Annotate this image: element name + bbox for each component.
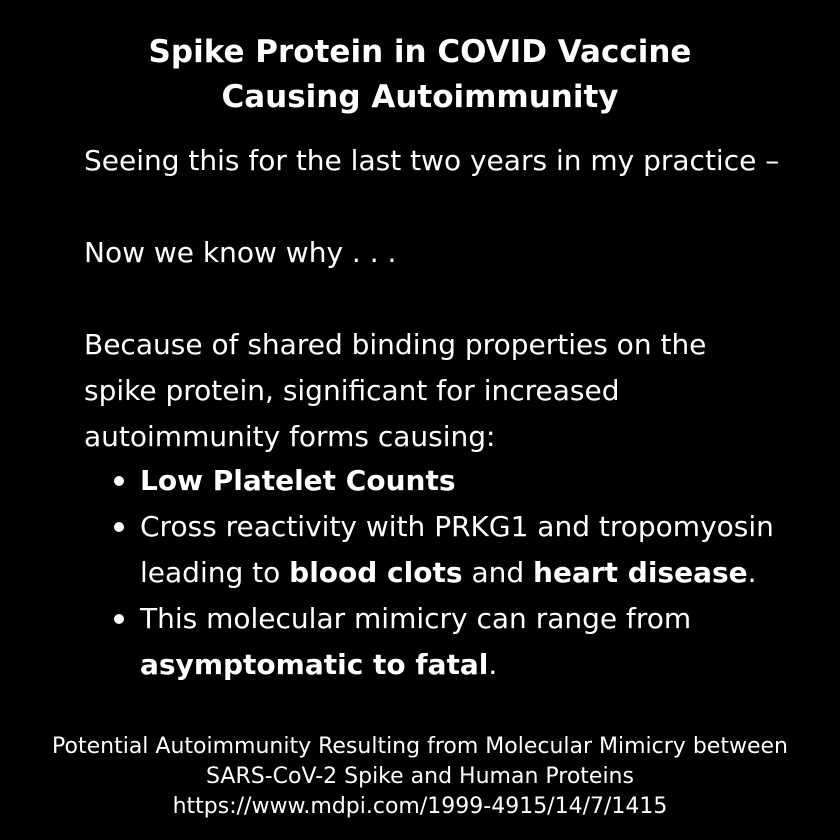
list-item: [112, 596, 812, 688]
body-text: [84, 138, 804, 460]
list-item: [112, 504, 812, 596]
bullet-icon: [114, 476, 124, 486]
title-line-1: Spike Protein in COVID Vaccine: [148, 34, 692, 70]
intro-paragraph: Seeing this for the last two years in my practice –: [84, 144, 780, 177]
citation-line-1: Potential Autoimmunity Resulting from Molecular Mimicry between: [52, 734, 788, 759]
bullet-3-line-1: This molecular mimicry can range from: [140, 602, 692, 635]
explanation-paragraph: [84, 322, 804, 460]
spacer: [84, 276, 804, 322]
title-line-2: Causing Autoimmunity: [221, 79, 619, 115]
page-title: [0, 30, 840, 120]
bullet-2-mid: and: [462, 556, 534, 589]
bullet-list: [112, 458, 812, 688]
explanation-line-3: autoimmunity forms causing:: [84, 420, 496, 453]
bullet-icon: [114, 522, 124, 532]
bullet-1-bold: Low Platelet Counts: [140, 464, 456, 497]
bullet-2-prefix: leading to: [140, 556, 290, 589]
bullet-2-suffix: .: [747, 556, 757, 589]
now-we-know-paragraph: Now we know why . . .: [84, 236, 397, 269]
citation: [0, 732, 840, 822]
explanation-line-2: spike protein, significant for increased: [84, 374, 620, 407]
citation-line-2: SARS-CoV-2 Spike and Human Proteins: [206, 764, 634, 789]
bullet-3-bold: asymptomatic to fatal: [140, 648, 489, 681]
bullet-2-line-1: Cross reactivity with PRKG1 and tropomyosin: [140, 510, 774, 543]
list-item: [112, 458, 812, 504]
bullet-icon: [114, 614, 124, 624]
explanation-line-1: Because of shared binding properties on the: [84, 328, 707, 361]
spacer: [84, 184, 804, 230]
bullet-2-bold-2: heart disease: [533, 556, 748, 589]
bullet-3-suffix: .: [488, 648, 498, 681]
citation-url: https://www.mdpi.com/1999-4915/14/7/1415: [172, 794, 668, 819]
bullet-2-bold-1: blood clots: [289, 556, 463, 589]
